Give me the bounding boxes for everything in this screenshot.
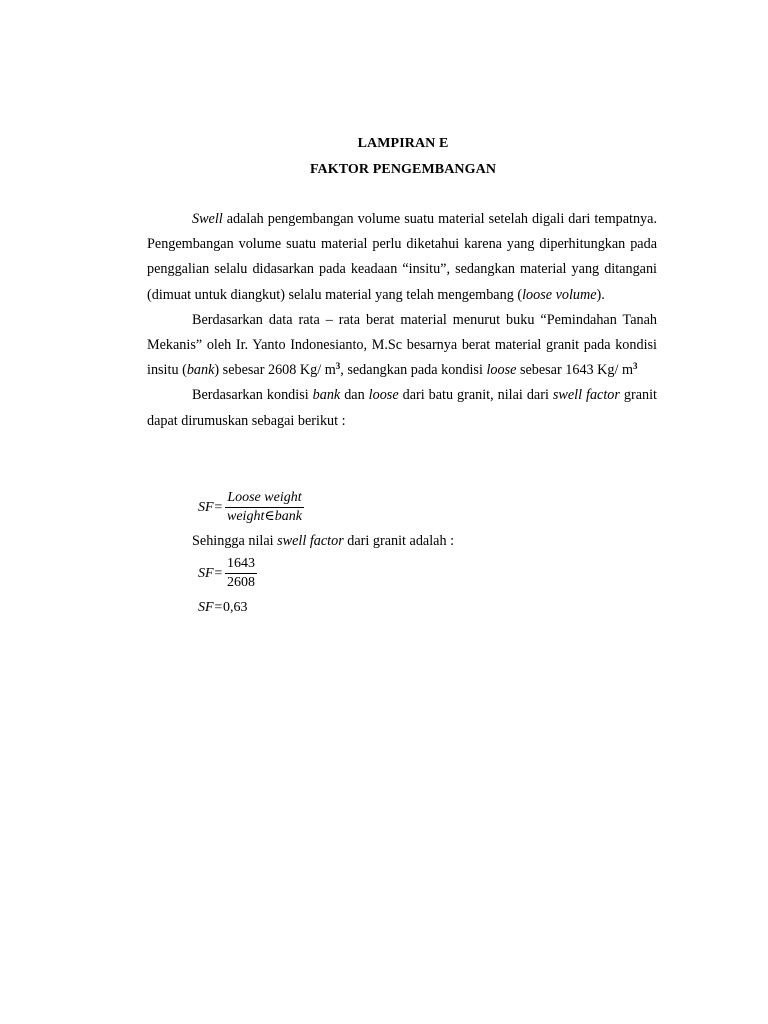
paragraph-text: sebesar 1643 Kg/ m — [516, 362, 634, 379]
term-loose: loose — [486, 362, 517, 379]
term-swell: Swell — [192, 211, 223, 227]
formula-numerator: Loose weight — [225, 490, 303, 508]
formula-fraction — [225, 490, 304, 525]
paragraph-text: dan — [340, 387, 369, 404]
formula-result — [198, 600, 248, 616]
formula-value: 0,63 — [223, 600, 248, 615]
paragraph-text: granit dapat dirumuskan sebagai berikut : — [147, 387, 657, 429]
formula-lhs: SF= — [198, 600, 223, 615]
formula-denominator: weight∈bank — [227, 509, 302, 524]
paragraph-text: Berdasarkan kondisi — [192, 387, 313, 404]
paragraph-swell-definition — [147, 207, 657, 308]
formula-swell-factor — [198, 490, 304, 525]
term-swell-factor: swell factor — [552, 387, 620, 404]
term-loose-volume: loose volume — [522, 286, 597, 303]
result-sentence — [192, 533, 454, 550]
paragraph-formula-intro — [147, 383, 657, 433]
formula-numerator: 1643 — [225, 556, 257, 574]
formula-lhs: SF= — [198, 499, 223, 515]
formula-fraction — [225, 556, 257, 591]
paragraph-text: ). — [596, 286, 605, 303]
term-bank: bank — [312, 387, 341, 404]
sentence-text: dari granit adalah : — [343, 533, 455, 549]
appendix-subtitle: FAKTOR PENGEMBANGAN — [309, 162, 497, 177]
term-swell-factor: swell factor — [277, 533, 344, 549]
paragraph-material-data — [147, 308, 657, 384]
paragraph-text: adalah pengembangan volume suatu material setelah digali dari tempatnya. Pengembangan volume suatu material perlu diketahui karena yang diperhitungkan pada penggalian selalu didasarkan pada keadaan “insitu”, sedangkan material yang ditangani (dimuat untuk diangkut) selalu material yang telah mengembang ( — [147, 211, 657, 303]
term-loose: loose — [368, 387, 399, 404]
paragraph-text: dari batu granit, nilai dari — [398, 387, 553, 404]
formula-lhs: SF= — [198, 565, 223, 581]
appendix-title: LAMPIRAN E — [357, 136, 449, 151]
superscript: 3 — [633, 361, 638, 372]
formula-calculation — [198, 556, 257, 591]
term-bank: bank — [186, 362, 215, 379]
paragraph-text: ) sebesar 2608 Kg/ m — [214, 362, 336, 379]
superscript: 3 — [335, 361, 341, 372]
sentence-text: Sehingga nilai — [192, 533, 278, 549]
formula-denominator: 2608 — [227, 575, 255, 590]
body-text — [147, 207, 657, 434]
paragraph-text: , sedangkan pada kondisi — [340, 362, 487, 379]
paragraph-text: Berdasarkan data rata – rata berat material menurut buku “Pemindahan Tanah Mekanis” oleh Ir. Yanto Indonesianto, M.Sc besarnya berat material granit pada kondisi insitu ( — [147, 311, 657, 379]
